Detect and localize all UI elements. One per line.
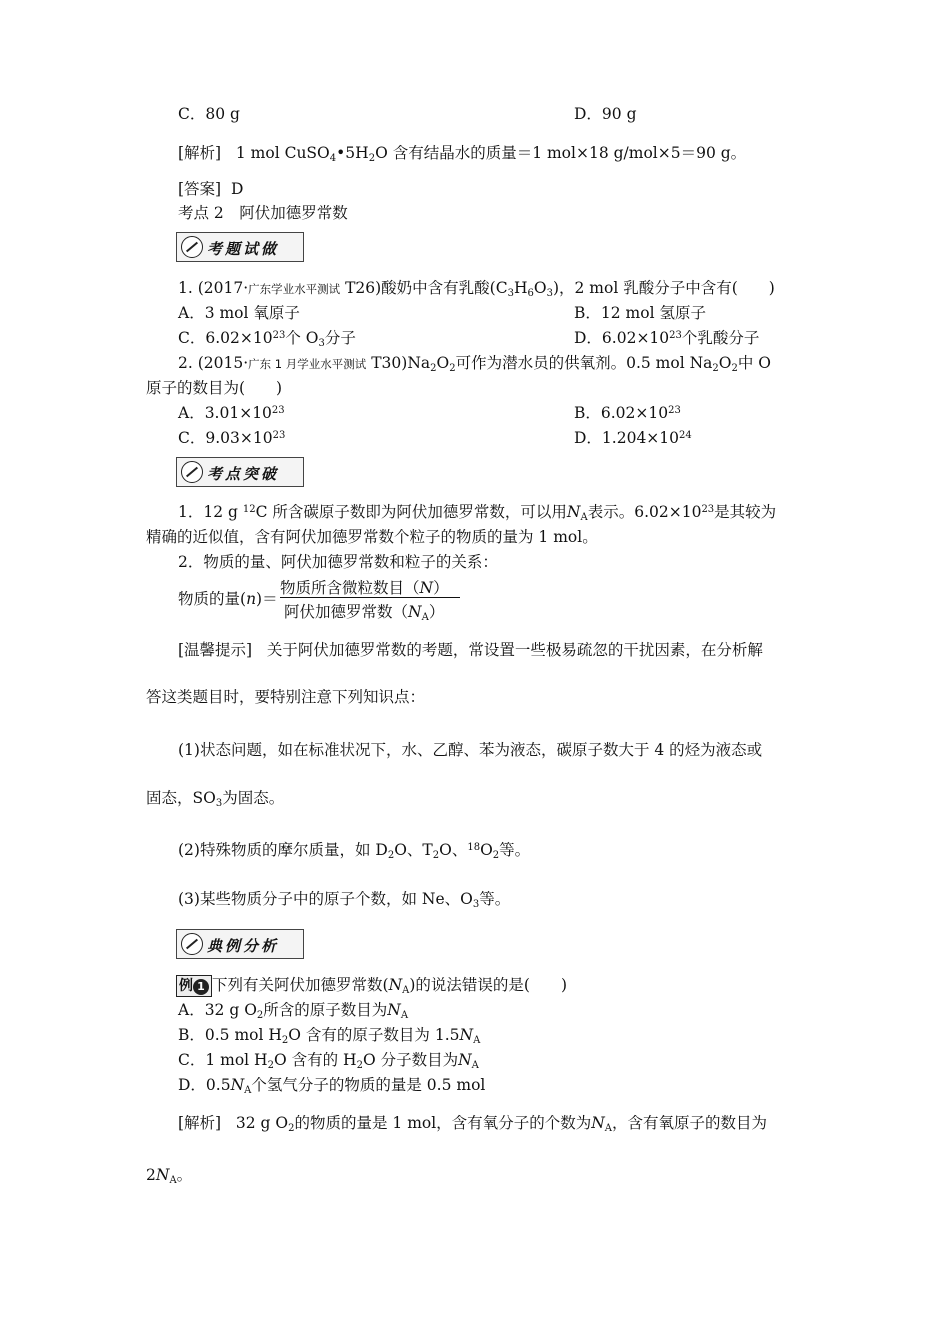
answer-value: D <box>230 180 244 198</box>
tips-text: (3)某些物质分子中的原子个数，如 Ne、O <box>178 890 473 908</box>
q-text: O <box>436 354 450 372</box>
symbol-n: N <box>566 503 581 521</box>
example-option-b <box>178 1025 480 1045</box>
subscript: 2 <box>368 153 376 164</box>
opt-text: 个氢气分子的物质的量是 0.5 mol <box>251 1076 486 1094</box>
analysis-text: O 含有结晶水的质量＝1 mol×18 g/mol×5＝90 g。 <box>375 144 747 162</box>
symbol-n: N <box>458 1051 472 1069</box>
question-2-line2: 原子的数目为( ) <box>146 379 283 397</box>
subscript: A <box>402 985 410 996</box>
tips-text: O、 <box>439 841 468 859</box>
tips-text: O <box>480 841 493 859</box>
formula-numerator <box>280 576 449 598</box>
formula-lhs <box>178 589 278 609</box>
q-text: H <box>513 279 528 297</box>
opt-text: 所含的原子数目为 <box>263 1001 388 1019</box>
symbol-n: N <box>591 1114 605 1132</box>
subscript: A <box>473 1035 481 1046</box>
formula-text: 阿伏加德罗常数（ <box>284 603 409 621</box>
q-text: 1. (2017· <box>178 279 249 297</box>
superscript: 23 <box>669 330 682 341</box>
subscript: A <box>400 1010 409 1021</box>
symbol-n: N <box>387 1001 401 1019</box>
subscript: A <box>169 1175 177 1186</box>
symbol-n: N <box>419 579 434 597</box>
opt-text: D．0.5 <box>178 1076 231 1094</box>
analysis-text: 的物质的量是 1 mol，含有氧分子的个数为 <box>294 1114 592 1132</box>
q2-option-d <box>574 428 692 448</box>
q1-option-a: A．3 mol 氧原子 <box>178 304 300 322</box>
subscript: 2 <box>712 363 719 374</box>
formula-text: 物质所含微粒数目（ <box>280 579 420 597</box>
symbol-n: n <box>246 590 257 608</box>
pen-icon <box>181 236 203 258</box>
answer-tag: [答案] <box>178 180 222 198</box>
q-text: O <box>718 354 732 372</box>
superscript: 23 <box>701 504 715 515</box>
badge-label: 典例分析 <box>207 937 280 955</box>
subscript: 2 <box>281 1035 289 1046</box>
formula-text: 物质的量( <box>178 590 247 608</box>
superscript: 24 <box>679 430 692 441</box>
point-1 <box>178 502 776 522</box>
formula-text: )＝ <box>256 590 278 608</box>
formula-text: ） <box>428 603 445 621</box>
q-source: 广东 1 月学业水平测试 <box>248 357 367 371</box>
tips-text: O、T <box>394 841 433 859</box>
q-text: 可作为潜水员的供氧剂。0.5 mol Na <box>455 354 713 372</box>
subscript: 2 <box>430 363 437 374</box>
opt-text: C．6.02×10 <box>178 329 273 347</box>
tips-text: (2)特殊物质的摩尔质量，如 D <box>178 841 388 859</box>
symbol-n: N <box>408 603 422 621</box>
subscript: 2 <box>288 1123 295 1134</box>
analysis-tag: [解析] <box>178 144 222 162</box>
opt-text: C．1 mol H <box>178 1051 268 1069</box>
subscript: 2 <box>432 850 440 861</box>
badge-label: 考题试做 <box>207 240 280 258</box>
pen-icon <box>181 933 203 955</box>
subscript: A <box>604 1123 612 1134</box>
tips-tag: [温馨提示] <box>178 641 253 659</box>
superscript: 12 <box>242 504 256 515</box>
example-option-d <box>178 1075 485 1095</box>
q2-option-b <box>574 403 681 423</box>
tips-text: 为固态。 <box>222 789 285 807</box>
opt-text: O 含有的原子数目为 1.5 <box>288 1026 460 1044</box>
analysis-text: 5H <box>345 144 369 162</box>
example-label <box>176 975 212 997</box>
symbol-n: N <box>155 1166 170 1184</box>
q-source: 广东学业水平测试 <box>248 282 341 296</box>
analysis-2-line1 <box>178 1113 767 1133</box>
superscript: 23 <box>668 405 681 416</box>
opt-text: 分子 <box>324 329 356 347</box>
option-d: D．90 g <box>574 105 637 123</box>
subscript: 2 <box>731 363 738 374</box>
q2-option-a <box>178 403 285 423</box>
answer-line <box>178 179 243 199</box>
q-text: O <box>533 279 547 297</box>
opt-text: A．32 g O <box>178 1001 257 1019</box>
analysis-text: 32 g O <box>235 1114 289 1132</box>
subscript: 2 <box>256 1010 264 1021</box>
opt-text: 个 O <box>285 329 319 347</box>
badge-breakthrough <box>176 457 304 487</box>
analysis-text: 。 <box>176 1166 193 1184</box>
point-text: C 所含碳原子数即为阿伏加德罗常数，可以用 <box>255 503 567 521</box>
fraction-bar <box>280 597 460 598</box>
q-text: 2. (2015· <box>178 354 249 372</box>
analysis-tag: [解析] <box>178 1114 222 1132</box>
opt-text: O 分子数目为 <box>362 1051 459 1069</box>
superscript: 23 <box>271 405 285 416</box>
section-title: 考点 2 阿伏加德罗常数 <box>178 204 348 222</box>
symbol-n: N <box>230 1076 245 1094</box>
example-question <box>176 975 567 997</box>
subscript: 6 <box>527 288 534 299</box>
q-text: T30)Na <box>366 354 431 372</box>
analysis-text: 1 mol CuSO <box>235 144 330 162</box>
superscript: 18 <box>467 842 481 853</box>
example-option-a <box>178 1000 408 1020</box>
example-label-text: 例 <box>179 978 193 994</box>
opt-text: 个乳酸分子 <box>681 329 760 347</box>
badge-label: 考点突破 <box>207 465 280 483</box>
subscript: A <box>580 512 588 523</box>
example-number: 1 <box>193 979 209 995</box>
symbol-n: N <box>459 1026 474 1044</box>
analysis-2-line2 <box>146 1165 192 1185</box>
q1-option-b: B．12 mol 氢原子 <box>574 304 706 322</box>
badge-example <box>176 929 304 959</box>
example-option-c <box>178 1050 479 1070</box>
tip-1: (1)状态问题，如在标准状况下，水、乙醇、苯为液态，碳原子数大于 4 的烃为液态或 <box>178 741 763 759</box>
q-text: )的说法错误的是( ) <box>409 976 568 994</box>
opt-text: B．0.5 mol H <box>178 1026 282 1044</box>
opt-text: O 含有的 H <box>273 1051 357 1069</box>
opt-text: D．6.02×10 <box>574 329 670 347</box>
tips-text: 等。 <box>479 890 511 908</box>
point-text: 1．12 g <box>178 503 243 521</box>
q1-option-c <box>178 328 356 348</box>
opt-text: A．3.01×10 <box>178 404 272 422</box>
tips-line1 <box>178 640 763 660</box>
question-2 <box>178 353 771 374</box>
pen-icon <box>181 461 203 483</box>
point-1-line2: 精确的近似值，含有阿伏加德罗常数个粒子的物质的量为 1 mol。 <box>146 528 598 546</box>
tip-2 <box>178 840 530 860</box>
symbol-n: N <box>388 976 403 994</box>
subscript: 3 <box>318 338 325 349</box>
badge-try <box>176 232 304 262</box>
superscript: 23 <box>272 430 286 441</box>
q-text: 下列有关阿伏加德罗常数( <box>212 976 389 994</box>
point-text: 表示。6.02×10 <box>587 503 702 521</box>
subscript: 2 <box>356 1060 363 1071</box>
formula-denominator <box>284 600 444 623</box>
q2-option-c <box>178 428 285 448</box>
q-text: )，2 mol 乳酸分子中含有( ) <box>552 279 775 297</box>
tips-text: 等。 <box>499 841 531 859</box>
analysis-text: 2 <box>146 1166 156 1184</box>
subscript: 3 <box>472 899 480 910</box>
question-1 <box>178 278 775 299</box>
q-text: 中 O <box>737 354 771 372</box>
dot: • <box>336 144 346 162</box>
superscript: 23 <box>272 330 286 341</box>
tips-line2: 答这类题目时，要特别注意下列知识点： <box>146 688 426 706</box>
subscript: A <box>471 1060 479 1071</box>
q1-option-d <box>574 328 759 348</box>
tip-3 <box>178 889 510 909</box>
subscript: A <box>244 1085 252 1096</box>
tip-1-line2 <box>146 788 284 808</box>
subscript: 4 <box>329 153 337 164</box>
analysis-text: ，含有氧原子的数目为 <box>612 1114 768 1132</box>
subscript: 3 <box>546 288 553 299</box>
subscript: 2 <box>267 1060 274 1071</box>
subscript: 2 <box>387 850 395 861</box>
point-2: 2．物质的量、阿伏加德罗常数和粒子的关系： <box>178 553 498 571</box>
opt-text: D．1.204×10 <box>574 429 680 447</box>
subscript: 2 <box>449 363 456 374</box>
subscript: 3 <box>507 288 514 299</box>
tips-text: 关于阿伏加德罗常数的考题，常设置一些极易疏忽的干扰因素，在分析解 <box>266 641 763 659</box>
subscript: 2 <box>492 850 500 861</box>
option-c: C．80 g <box>178 105 240 123</box>
q-text: T26)酸奶中含有乳酸(C <box>340 279 508 297</box>
subscript: 3 <box>215 798 223 809</box>
subscript: A <box>421 612 429 623</box>
analysis-line <box>178 143 746 163</box>
opt-text: C．9.03×10 <box>178 429 273 447</box>
tips-text: 固态，SO <box>146 789 216 807</box>
opt-text: B．6.02×10 <box>574 404 669 422</box>
point-text: 是其较为 <box>714 503 777 521</box>
formula-text: ） <box>433 579 449 597</box>
